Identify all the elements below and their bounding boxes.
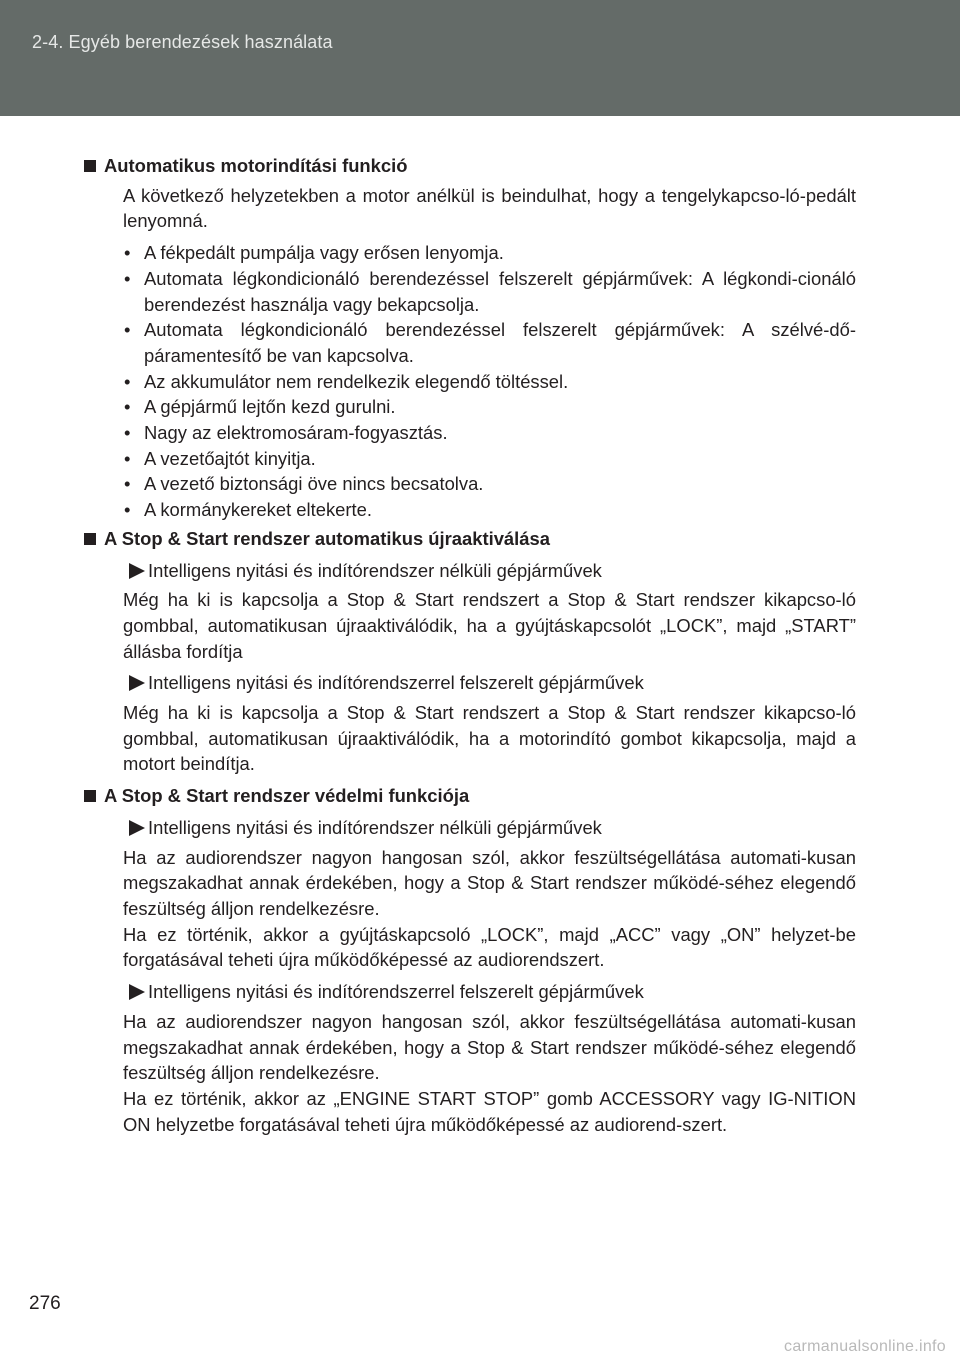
list-item-text: Automata légkondicionáló berendezéssel felszerelt gépjárművek: A légkondi-cionáló berendezést használja vagy bekapcsolja. [144, 267, 856, 315]
triangle-arrow-icon [129, 563, 145, 579]
bullet-icon: • [124, 370, 131, 392]
bullet-icon: • [124, 473, 131, 495]
bullet-icon: • [124, 242, 131, 264]
variant-text: Ha ez történik, akkor az „ENGINE START STOP” gomb ACCESSORY vagy IG-NITION ON helyzetbe forgatásával teheti újra működőképessé az audiorend-szert. [123, 1087, 856, 1135]
square-bullet-icon [84, 160, 96, 172]
list-item [123, 420, 856, 446]
square-bullet-icon [84, 790, 96, 802]
list-item-text: Nagy az elektromosáram-fogyasztás. [144, 422, 448, 444]
list-item-text: A vezetőajtót kinyitja. [144, 447, 316, 469]
bullet-icon: • [124, 396, 131, 418]
variant-text: Ha ez történik, akkor a gyújtáskapcsoló „LOCK”, majd „ACC” vagy „ON” helyzet-be forgatásával teheti újra működőképessé az audiorendszert. [123, 923, 856, 971]
list-item [123, 317, 856, 368]
section-title [84, 153, 856, 179]
list-item-text: Az akkumulátor nem rendelkezik elegendő töltéssel. [144, 370, 569, 392]
triangle-arrow-icon [129, 675, 145, 691]
section-title-text: Automatikus motorindítási funkció [104, 155, 408, 176]
watermark: carmanualsonline.info [784, 1338, 946, 1355]
variant-heading-text: Intelligens nyitási és indítórendszer nélküli gépjárművek [148, 559, 602, 581]
variant-heading [123, 979, 856, 1005]
page-content [104, 153, 856, 1137]
triangle-arrow-icon [129, 984, 145, 1000]
list-item [123, 369, 856, 395]
variant-heading [123, 815, 856, 841]
variant-heading-text: Intelligens nyitási és indítórendszerrel felszerelt gépjárművek [148, 672, 644, 694]
list-item-text: Automata légkondicionáló berendezéssel felszerelt gépjárművek: A szélvé-dő-páramentesítő be van kapcsolva. [144, 319, 856, 366]
page-header [0, 0, 960, 116]
section-title-text: A Stop & Start rendszer automatikus újraaktiválása [104, 527, 550, 549]
variant-heading [123, 558, 856, 584]
condition-list [123, 240, 856, 523]
list-item [123, 446, 856, 472]
variant-block [104, 815, 856, 973]
page-number: 276 [29, 1293, 61, 1314]
variant-heading [123, 670, 856, 696]
list-item-text: A gépjármű lejtőn kezd gurulni. [144, 396, 396, 418]
section-title-text: A Stop & Start rendszer védelmi funkciója [104, 785, 470, 807]
section-title [84, 783, 856, 809]
section-intro: A következő helyzetekben a motor anélkül is beindulhat, hogy a tengelykapcso-ló-pedált lenyomná. [123, 184, 856, 232]
section-auto-start [104, 153, 856, 523]
section-title [84, 526, 856, 552]
bullet-icon: • [124, 447, 131, 469]
bullet-icon: • [124, 267, 131, 289]
list-item [123, 240, 856, 266]
list-item [123, 266, 856, 317]
variant-block [104, 979, 856, 1137]
variant-heading-text: Intelligens nyitási és indítórendszer nélküli gépjárművek [148, 816, 602, 838]
bullet-icon: • [124, 319, 131, 341]
list-item-text: A vezető biztonsági öve nincs becsatolva. [144, 473, 484, 495]
list-item [123, 394, 856, 420]
section-protection [104, 783, 856, 1137]
square-bullet-icon [84, 533, 96, 545]
chapter-title: 2-4. Egyéb berendezések használata [32, 32, 333, 52]
section-reactivation [104, 526, 856, 777]
variant-text: Még ha ki is kapcsolja a Stop & Start rendszert a Stop & Start rendszer kikapcso-ló gombbal, automatikusan újraaktiválódik, ha a motorindító gombot kikapcsolja, majd a motort beindítja. [123, 702, 856, 775]
variant-text: Ha az audiorendszer nagyon hangosan szól, akkor feszültségellátása automati-kusan megszakadhat annak érdekében, hogy a Stop & Start rendszer működé-séhez elegendő feszültség álljon rendelkezésre. [123, 846, 856, 919]
variant-heading-text: Intelligens nyitási és indítórendszerrel felszerelt gépjárművek [148, 981, 644, 1003]
list-item-text: A fékpedált pumpálja vagy erősen lenyomja. [144, 242, 504, 264]
bullet-icon: • [124, 422, 131, 444]
variant-block [104, 670, 856, 777]
triangle-arrow-icon [129, 820, 145, 836]
list-item [123, 497, 856, 523]
list-item-text: A kormánykereket eltekerte. [144, 499, 372, 521]
variant-text: Ha az audiorendszer nagyon hangosan szól, akkor feszültségellátása automati-kusan megszakadhat annak érdekében, hogy a Stop & Start rendszer működé-séhez elegendő feszültség álljon rendelkezésre. [123, 1010, 856, 1084]
variant-block [104, 558, 856, 665]
list-item [123, 471, 856, 497]
variant-text: Még ha ki is kapcsolja a Stop & Start rendszert a Stop & Start rendszer kikapcso-ló gombbal, automatikusan újraaktiválódik, ha a gyújtáskapcsolót „LOCK”, majd „START” állásba fordítja [123, 589, 856, 662]
bullet-icon: • [124, 499, 131, 521]
